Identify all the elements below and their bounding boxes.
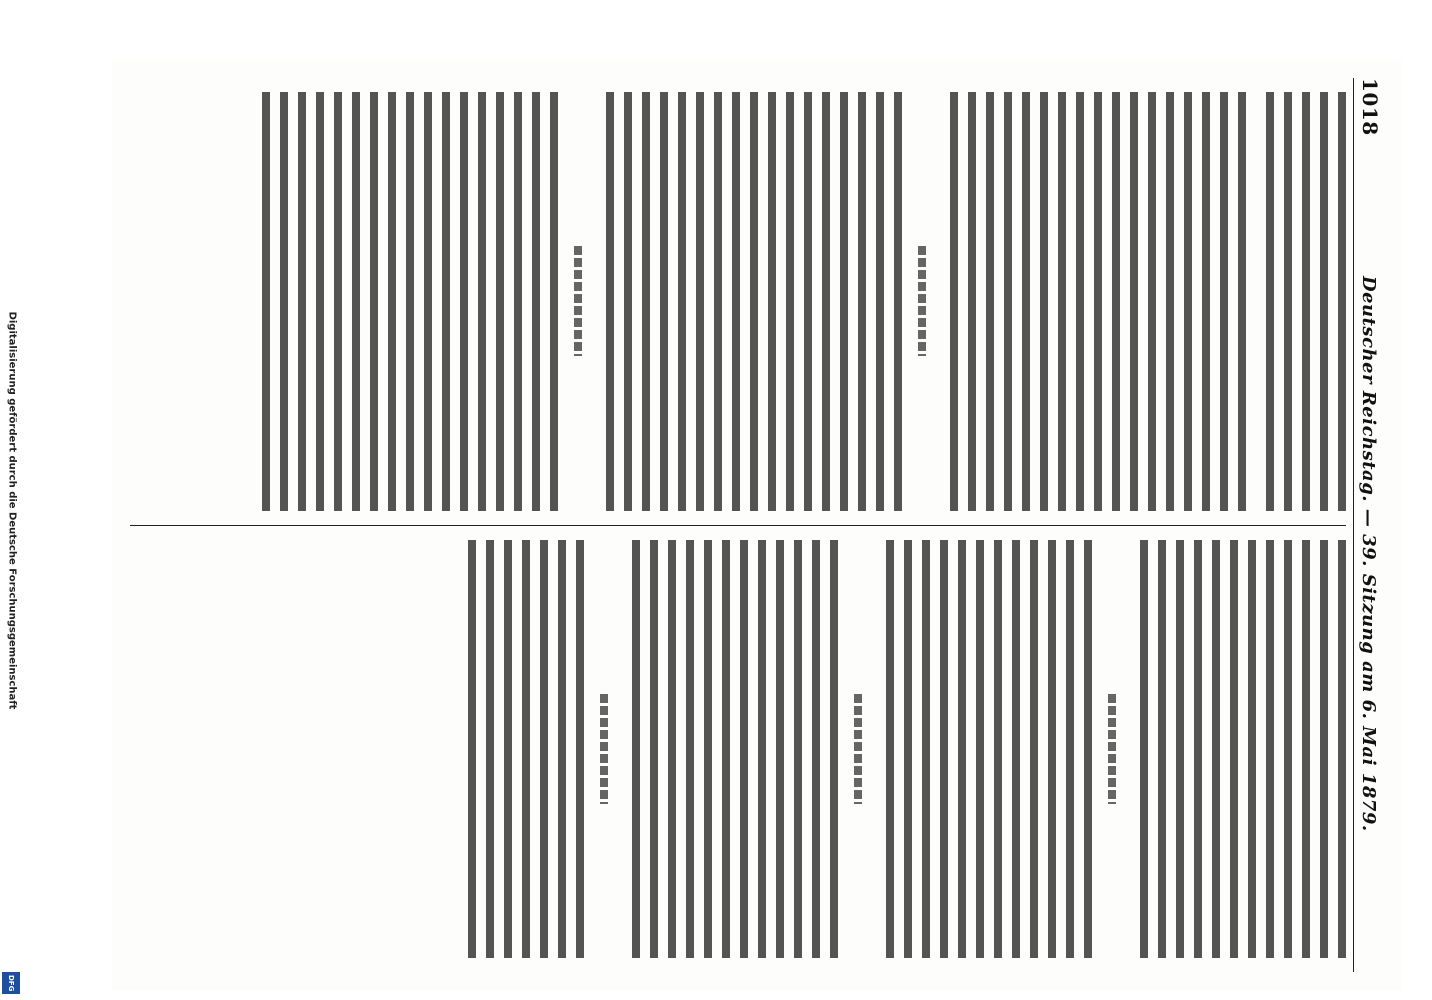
digitization-credit-note: [2, 40, 22, 980]
interjection: [1104, 694, 1120, 804]
document-page: [112, 60, 1402, 990]
paragraph: [1256, 92, 1346, 511]
paragraph: [876, 540, 1092, 959]
interjection: [570, 246, 586, 356]
digitization-credit-text: Digitalisierung gefördert durch die Deutsche Forschungsgemeinschaft: [6, 311, 18, 709]
running-head: Deutscher Reichstag. — 39. Sitzung am 6. Mai 1879.: [1358, 275, 1379, 832]
paragraph: [622, 540, 838, 959]
text-columns: [130, 78, 1346, 972]
paragraph: [596, 92, 902, 511]
paragraph: [940, 92, 1246, 511]
paragraph: [1130, 540, 1346, 959]
dfg-logo: [2, 972, 20, 994]
interjection: [596, 694, 612, 804]
interjection: [914, 246, 930, 356]
paragraph: [458, 540, 584, 959]
page-header: [1353, 78, 1384, 972]
left-column: [130, 78, 1346, 525]
interjection: [850, 694, 866, 804]
right-column: [130, 525, 1346, 973]
paragraph: [252, 92, 558, 511]
page-number: 1018: [1358, 78, 1382, 136]
dfg-logo-text: DFG: [7, 974, 15, 992]
